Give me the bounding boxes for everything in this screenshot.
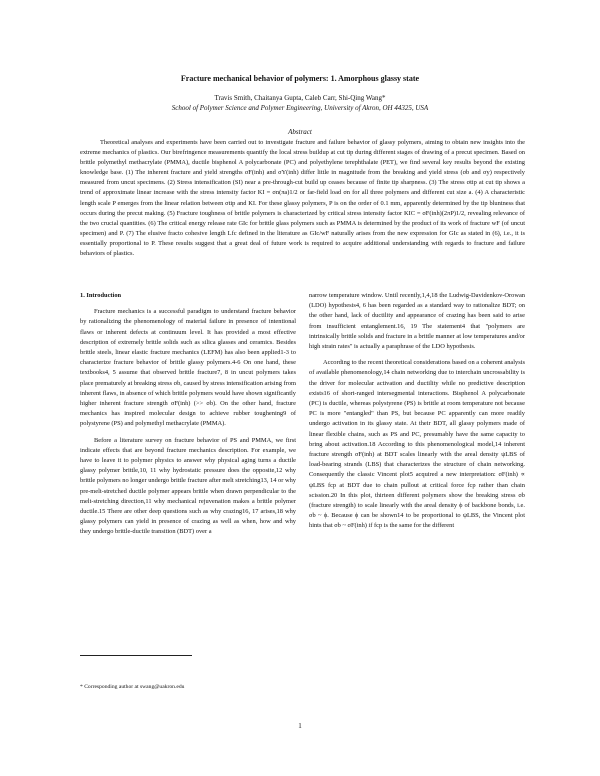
abstract-heading: Abstract [288,128,312,136]
abstract-text: Theoretical analyses and experiments have been carried out to investigate fracture and failure behavior of glassy polymers, aiming to obtain new insights into the extreme mechanics of plastics. Our birefringence measurements quantify the local stress buildup at cut tip during different stages of drawing of a precut specimen. Based on brittle polymethyl methacrylate (PMMA), ductile bisphenol A polycarbonate (PC) and polyethylene terephthalate (PET), we find several key results beyond the existing knowledge base. (1) The inherent fracture and yield strengths σF(inh) and σY(inh) differ little in magnitude from the breaking and yield stress (σb and σy) respectively measured from uncut specimens. (2) Stress intensification (SI) near a pre-through-cut build up ceases because of finite tip sharpness. (3) The stress σtip at cut tip shows a trend of approximate linear increase with the stress intensity factor KI = σn(πa)1/2 or far-field load σn for all three polymers and different cut size a. (4) A characteristic length scale P emerges from the linear relation between σtip and KI. For these glassy polymers, P is on the order of 0.1 mm, apparently determined by the tip bluntness that occurs during the precut making. (5) Fracture toughness of brittle polymers is characterized by critical stress intensity factor KIC = σF(inh)(2πP)1/2, revealing relevance of the two crucial quantities. (6) The critical energy release rate GIc for brittle glass polymers such as PMMA is determined by the product of its work of fracture wF (of uncut specimen) and P. (7) The elusive fracto cohesive length Lfc defined in the literature as GIc/wF naturally arises from the new expression for GIc as stated in (6), i.e., it is essentially proportional to P. These results suggest that a great deal of future work is required to acquire additional understanding with regards to fracture and failure behaviors of plastics. [80,139,525,258]
paragraph: According to the recent theoretical considerations based on a coherent analysis of available phenomenology,14 chain networking due to interchain uncrossability is the driver for molecular activation and ductility while no predictive description exists16 of short-ranged intersegmental interactions. Bisphenol A polycarbonate (PC) is ductile, whereas polystyrene (PS) is brittle at room temperature not because PC is more "entangled" than PS, but because PC apparently can more readily undergo activation in its glassy state. At their BDT, all glassy polymers made of linear flexible chains, such as PS and PC, presumably have the same capacity to bring about activation.18 According to this phenomenological model,14 inherent fracture strength σF(inh) at BDT scales linearly with the areal density ψLBS of load-bearing strands (LBS) that characterizes the structure of chain networking. Consequently the classic Vincent plot5 acquired a new interpretation: σF(inh) ∝ ψLBS fcp at BDT due to chain pullout at critical force fcp rather than chain scission.20 In this plot, thirteen different polymers show the breaking stress σb (fracture strength) to scale linearly with the areal density ϕ of backbone bonds, i.e. σb ~ ϕ. Because ϕ can be shown14 to be proportional to ψLBS, the Vincent plot hints that σb ~ σF(inh) if fcp is the same for the different [309,359,525,530]
paper-title: Fracture mechanical behavior of polymers: 1. Amorphous glassy state [180,74,420,83]
affiliation: School of Polymer Science and Polymer Engineering, University of Akron, OH 44325, USA [171,104,429,112]
paragraph: narrow temperature window. Until recently,1,4,18 the Ludwig-Davidenkov-Orowan (LDO) hypothesis4, 6 has been regarded as a standard way to rationalize BDT; on the other hand, lack of ductility and appearance of crazing has been said to arise from insufficient entanglement.16, 19 The statement4 that "polymers are intrinsically brittle solids and fracture in a brittle manner at low temperatures and/or high strain rates" is actually a paraphrase of the LDO hypothesis. [309,292,525,351]
footnote-divider [80,655,192,656]
footnote: * Corresponding author at swang@uakron.edu [80,684,185,690]
author-list: Travis Smith, Chaitanya Gupta, Caleb Carr, Shi-Qing Wang* [214,94,386,102]
paragraph: Fracture mechanics is a successful paradigm to understand fracture behavior by rationalizing the phenomenology of material failure in presence of intentional flaws or inherent defects at continuum level. It has provided a most effective description of extremely brittle solids such as silica glasses and ceramics. Besides brittle steels, linear elastic fracture mechanics (LEFM) has also been applied1-3 to characterize fracture behavior of brittle glassy polymers.4-6 On one hand, these textbooks4, 5 assume that observed brittle fracture7, 8 in uncut polymers takes place prematurely at breaking stress σb, caused by stress intensification arising from inherent flaws, in absence of which brittle polymers would have shown significantly higher inherent fracture strength σF(inh) (>> σb). On the other hand, fracture mechanics has inspired molecular design to achieve rubber toughening9 of polystyrene (PS) and polymethyl methacrylate (PMMA). [80,308,296,428]
section-heading: 1. Introduction [80,292,122,299]
right-column [309,291,525,538]
page-number: 1 [298,722,302,730]
paragraph: Before a literature survey on fracture behavior of PS and PMMA, we first indicate effects that are beyond fracture mechanics description. For example, we have to leave it to polymer physics to answer why physical aging turns a ductile glassy polymer brittle,10, 11 why hydrostatic pressure does the opposite,12 why brittle polymers no longer undergo brittle fracture after melt stretching13, 14 or why pre-melt-stretched ductile polymer appears brittle when drawn perpendicular to the melt-stretching direction,11 why mechanical rejuvenation makes a brittle polymer ductile.15 There are other deep questions such as why crazing16, 17 arises,18 why glassy polymers can yield in presence of crazing as well as when, how and why they undergo brittle-ductile transition (BDT) over a [80,436,296,536]
left-column [80,291,296,544]
